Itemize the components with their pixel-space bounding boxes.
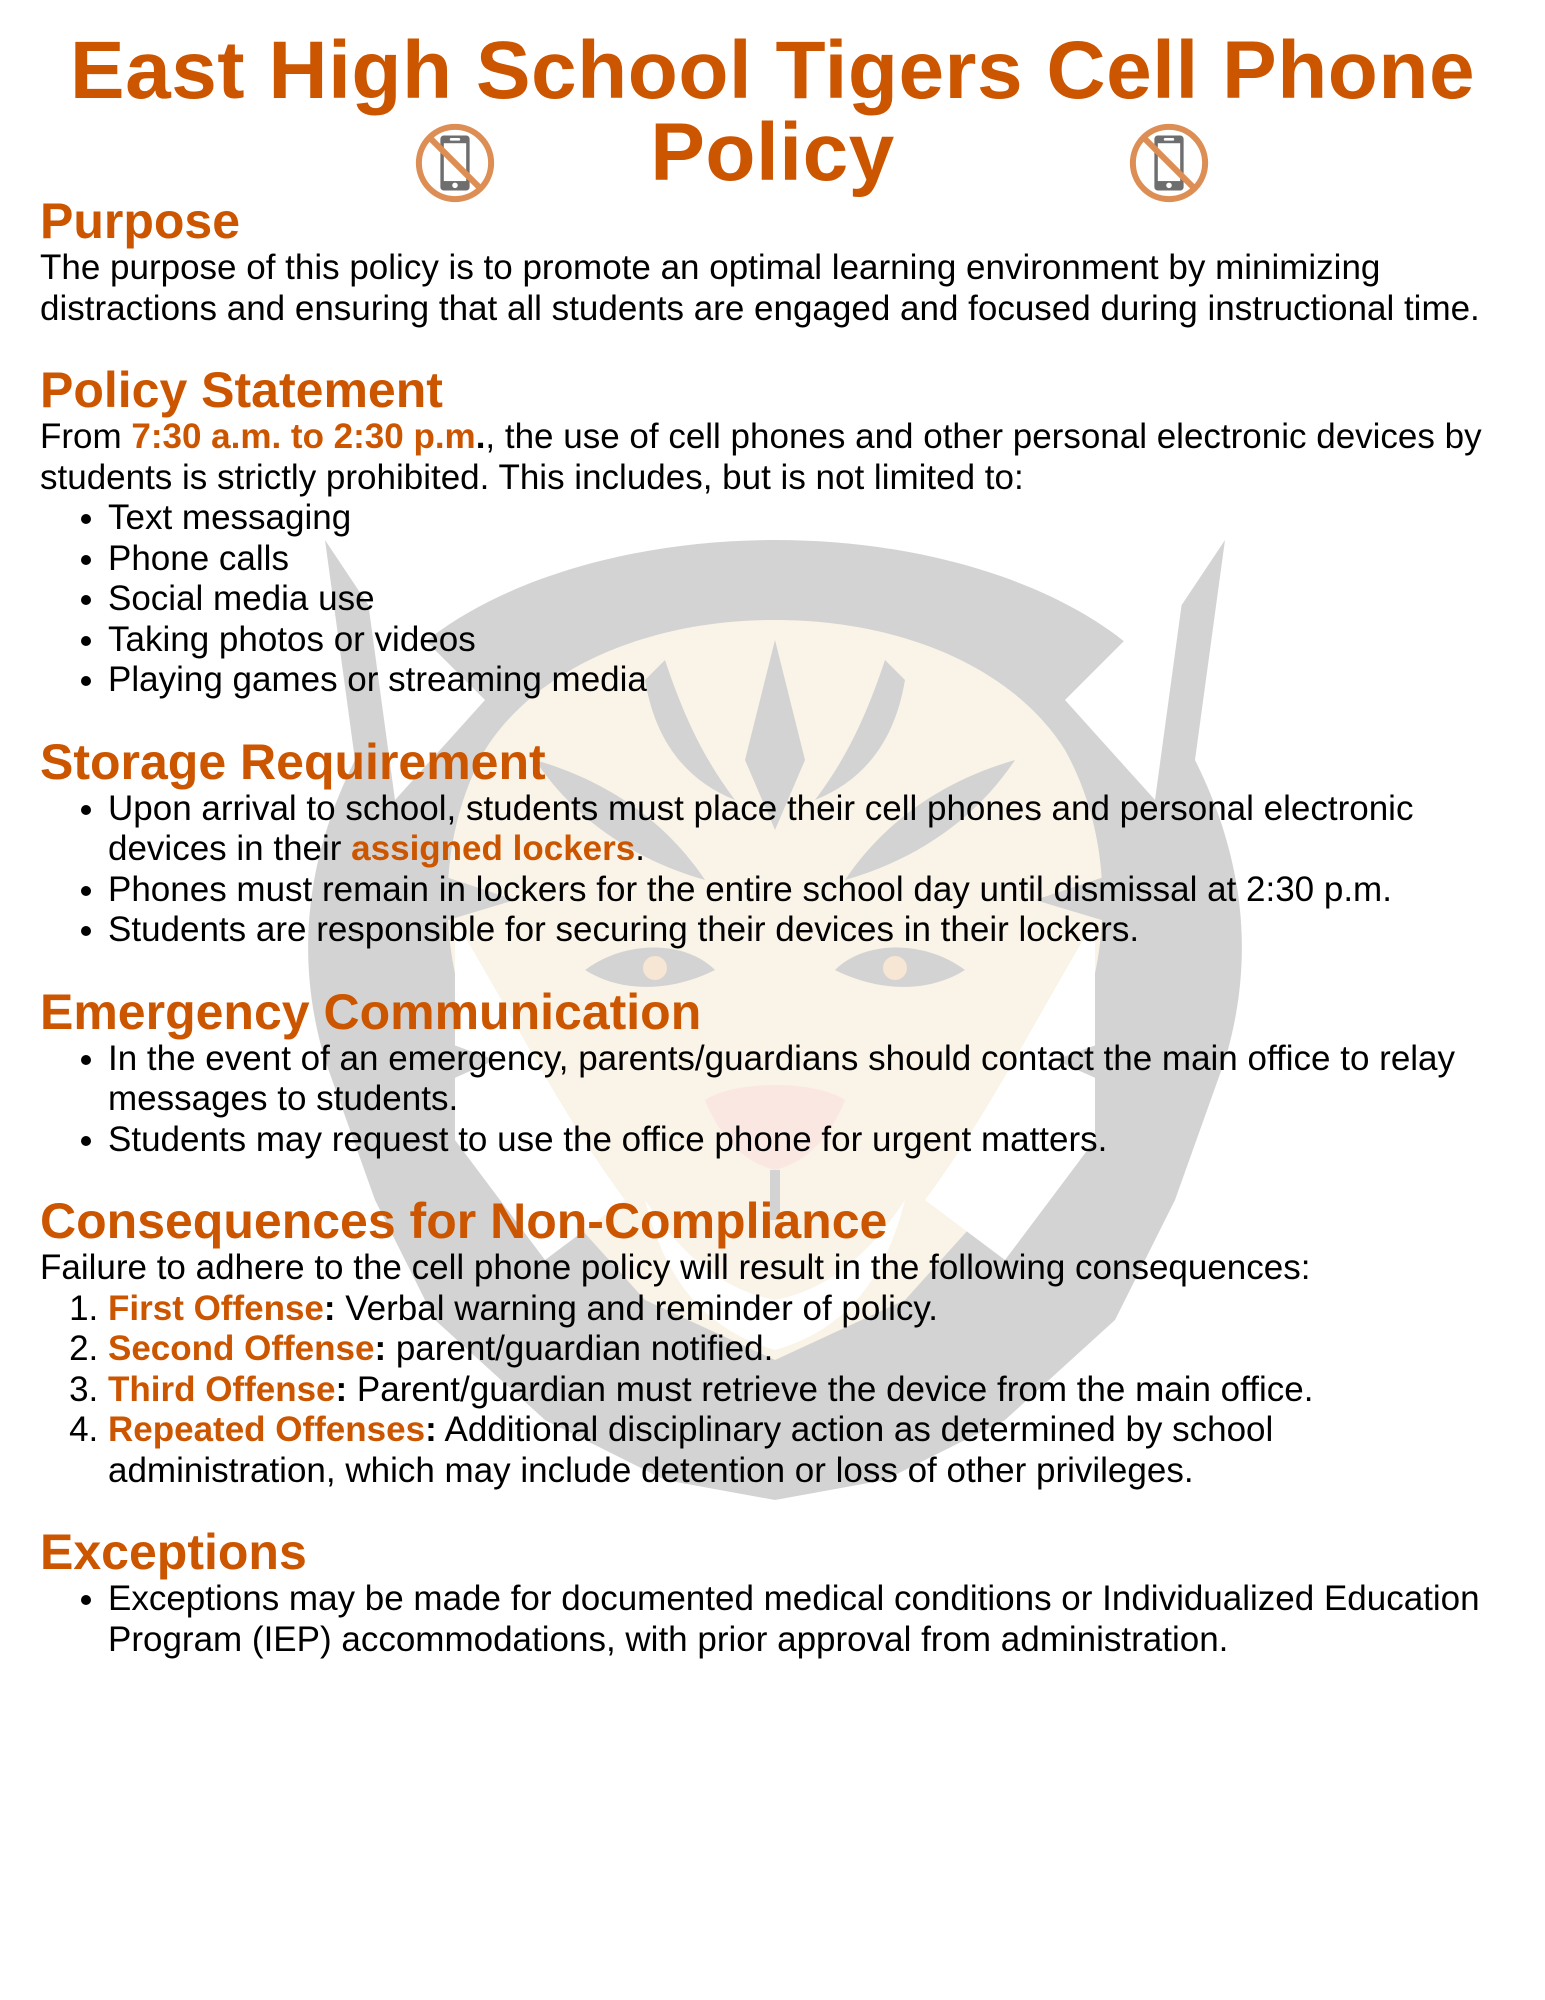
purpose-body: The purpose of this policy is to promote an optimal learning environment by minimizing distractions and ensuring that all students are engaged and focused during instructional time. — [40, 248, 1480, 328]
list-item — [108, 1289, 1505, 1330]
section-heading-exceptions: Exceptions — [40, 1524, 307, 1580]
offense-text: parent/guardian notified. — [386, 1329, 774, 1368]
no-phone-icon — [1126, 120, 1212, 206]
consequences-intro: Failure to adhere to the cell phone policy will result in the following consequences: — [40, 1248, 1311, 1287]
list-item: • Phone calls — [108, 539, 1505, 580]
offense-colon: : — [374, 1329, 387, 1368]
policy-body-prefix: From — [40, 417, 132, 456]
list-item — [108, 1410, 1505, 1491]
section-purpose — [40, 194, 1505, 329]
section-heading-consequences: Consequences for Non-Compliance — [40, 1193, 888, 1249]
policy-body — [40, 417, 1505, 498]
list-item: • Exceptions may be made for documented medical conditions or Individualized Education Program (IEP) accommodations, with prior approval from administration. — [108, 1579, 1505, 1660]
offense-colon: : — [335, 1369, 348, 1409]
policy-body-suffix: , the use of cell phones and other personal electronic devices by students is strictly prohibited. This includes, but is not limited to: — [40, 417, 1482, 497]
section-consequences — [40, 1194, 1505, 1491]
storage-list — [40, 789, 1505, 951]
list-item — [108, 789, 1505, 870]
section-emergency-communication — [40, 985, 1505, 1161]
title-row — [40, 107, 1505, 202]
list-item: • Text messaging — [108, 498, 1505, 539]
assigned-lockers-highlight: assigned lockers — [351, 829, 636, 868]
exceptions-list — [40, 1579, 1505, 1660]
list-item: • In the event of an emergency, parents/guardians should contact the main office to relay messages to students. — [108, 1039, 1505, 1120]
policy-hours-dot: . — [475, 417, 486, 456]
offense-text: Parent/guardian must retrieve the device from the main office. — [347, 1369, 1314, 1409]
list-item: • Social media use — [108, 579, 1505, 620]
offense-text: Additional disciplinary action as determined by school administration, which may include detention or loss of other privileges. — [108, 1410, 1274, 1490]
page-title-line2: Policy — [650, 107, 895, 198]
page-title-line1: East High School Tigers Cell Phone — [69, 25, 1476, 116]
list-item: • Students are responsible for securing their devices in their lockers. — [108, 910, 1505, 951]
section-heading-policy-statement: Policy Statement — [40, 362, 443, 418]
list-item: • Playing games or streaming media — [108, 660, 1505, 701]
section-heading-emergency: Emergency Communication — [40, 983, 702, 1040]
offense-label: First Offense — [108, 1288, 324, 1328]
section-storage-requirement — [40, 735, 1505, 951]
list-item — [108, 1370, 1505, 1411]
list-item — [108, 1329, 1505, 1370]
offense-colon: : — [323, 1288, 336, 1328]
section-heading-purpose: Purpose — [40, 193, 241, 249]
section-policy-statement — [40, 363, 1505, 701]
offense-text: Verbal warning and reminder of policy. — [335, 1288, 938, 1328]
consequences-list — [40, 1289, 1505, 1492]
storage-item1-suffix: . — [635, 829, 645, 868]
list-item: • Students may request to use the office phone for urgent matters. — [108, 1120, 1505, 1161]
storage-item1-prefix: Upon arrival to school, students must place their cell phones and personal electronic devices in their — [108, 788, 1414, 868]
offense-label: Second Offense — [108, 1329, 375, 1368]
section-exceptions — [40, 1525, 1505, 1660]
offense-label: Repeated Offenses — [108, 1410, 426, 1449]
offense-colon: : — [425, 1410, 437, 1449]
policy-hours-highlight: 7:30 a.m. to 2:30 p.m — [131, 417, 476, 456]
section-heading-storage: Storage Requirement — [40, 733, 546, 790]
offense-label: Third Offense — [108, 1369, 336, 1409]
list-item: • Phones must remain in lockers for the entire school day until dismissal at 2:30 p.m. — [108, 870, 1505, 911]
prohibited-uses-list — [40, 498, 1505, 701]
emergency-list — [40, 1039, 1505, 1161]
list-item: • Taking photos or videos — [108, 620, 1505, 661]
